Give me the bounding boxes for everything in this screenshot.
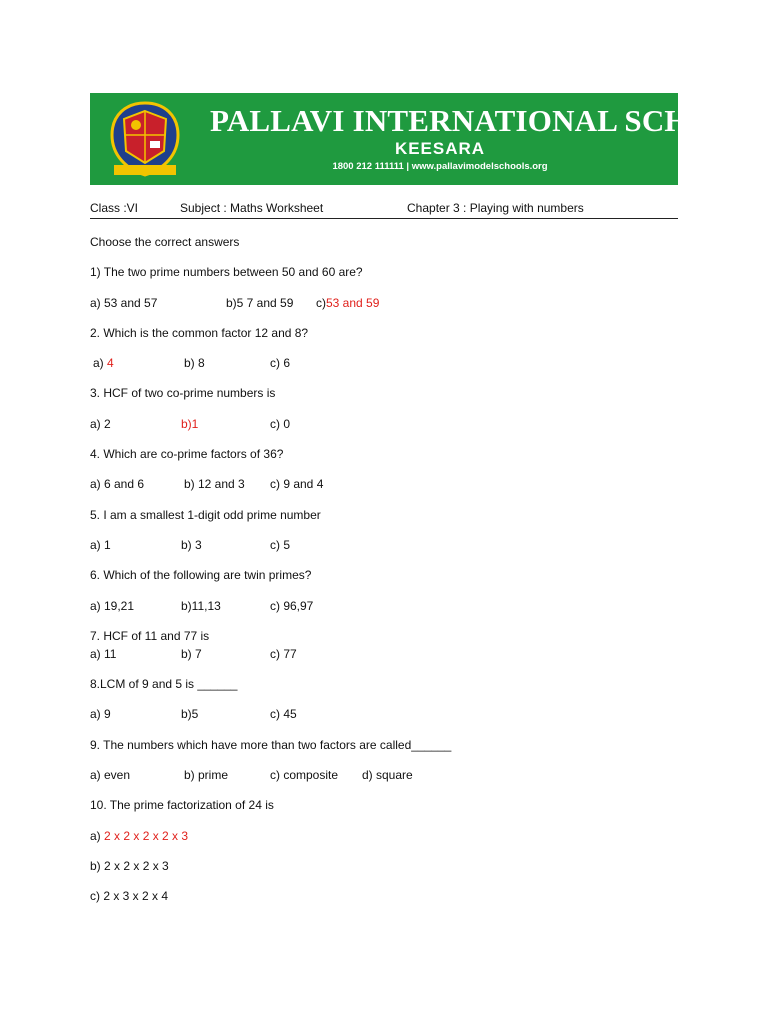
q7-option-b: b) 7: [181, 647, 202, 661]
q5-option-b: b) 3: [181, 538, 202, 552]
school-banner: [90, 93, 759, 185]
question-6: 6. Which of the following are twin primes?: [90, 568, 312, 582]
q3-option-a: a) 2: [90, 417, 111, 431]
q3-option-b: b)1: [181, 417, 199, 431]
q5-option-a: a) 1: [90, 538, 111, 552]
q1-answer: 53 and 59: [326, 296, 380, 310]
q6-option-c: c) 96,97: [270, 599, 314, 613]
school-crest-logo: [104, 99, 186, 179]
q10-answer: 2 x 2 x 2 x 2 x 3: [104, 829, 189, 843]
q9-option-d: d) square: [362, 768, 413, 782]
q2-option-a: a) 4: [93, 356, 114, 370]
header-divider: [90, 218, 678, 219]
q8-option-c: c) 45: [270, 707, 297, 721]
question-10: 10. The prime factorization of 24 is: [90, 798, 274, 812]
q7-option-a: a) 11: [90, 647, 117, 661]
q1-option-a: a) 53 and 57: [90, 296, 158, 310]
chapter-label: Chapter 3 : Playing with numbers: [407, 201, 584, 215]
q10-option-a: a) 2 x 2 x 2 x 2 x 3: [90, 829, 189, 843]
q4-option-c: c) 9 and 4: [270, 477, 324, 491]
question-2: 2. Which is the common factor 12 and 8?: [90, 326, 309, 340]
q6-option-b: b)11,13: [181, 599, 221, 613]
q3-option-c: c) 0: [270, 417, 291, 431]
question-5: 5. I am a smallest 1-digit odd prime number: [90, 508, 321, 522]
q10-option-c: c) 2 x 3 x 2 x 4: [90, 889, 169, 903]
question-8: 8.LCM of 9 and 5 is ______: [90, 677, 238, 691]
q2-option-c: c) 6: [270, 356, 291, 370]
q6-option-a: a) 19,21: [90, 599, 135, 613]
school-contact: 1800 212 111111 | www.pallavimodelschools.org: [332, 161, 548, 172]
school-name: PALLAVI INTERNATIONAL SCHOOL: [210, 103, 759, 138]
q4-option-a: a) 6 and 6: [90, 477, 145, 491]
q1-option-c: c)53 and 59: [316, 296, 380, 310]
q9-option-b: b) prime: [184, 768, 229, 782]
question-3: 3. HCF of two co-prime numbers is: [90, 386, 276, 400]
q1-option-b: b)5 7 and 59: [226, 296, 294, 310]
class-label: Class :VI: [90, 201, 139, 215]
subject-label: Subject : Maths Worksheet: [180, 201, 324, 215]
question-9: 9. The numbers which have more than two factors are called______: [90, 738, 452, 752]
q2-answer: 4: [107, 356, 114, 370]
q10-option-b: b) 2 x 2 x 2 x 3: [90, 859, 169, 873]
q9-option-a: a) even: [90, 768, 131, 782]
question-4: 4. Which are co-prime factors of 36?: [90, 447, 284, 461]
q2-option-b: b) 8: [184, 356, 205, 370]
q5-option-c: c) 5: [270, 538, 291, 552]
question-1: 1) The two prime numbers between 50 and 60 are?: [90, 265, 363, 279]
q8-option-b: b)5: [181, 707, 199, 721]
instructions: Choose the correct answers: [90, 235, 240, 249]
school-location: KEESARA: [394, 139, 486, 158]
q9-option-c: c) composite: [270, 768, 339, 782]
q4-option-b: b) 12 and 3: [184, 477, 245, 491]
q7-option-c: c) 77: [270, 647, 297, 661]
question-7: 7. HCF of 11 and 77 is: [90, 629, 210, 643]
q8-option-a: a) 9: [90, 707, 111, 721]
